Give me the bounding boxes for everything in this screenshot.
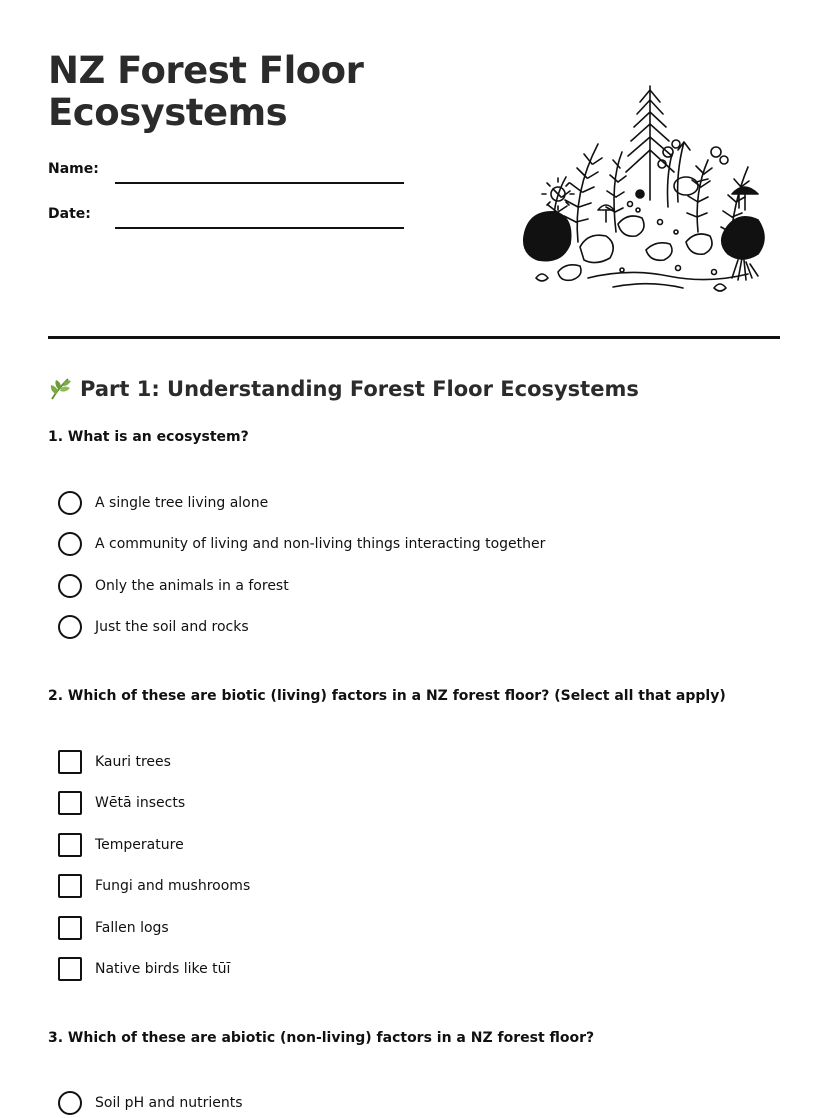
option-label: Native birds like tūī — [95, 961, 231, 977]
date-line[interactable] — [115, 227, 404, 229]
q1-option-3[interactable] — [58, 574, 758, 598]
q1-option-4[interactable] — [58, 615, 758, 639]
option-label: Temperature — [95, 837, 184, 853]
part1-heading — [48, 374, 639, 404]
q2-option-5[interactable] — [58, 916, 758, 940]
q2-option-4[interactable] — [58, 874, 758, 898]
checkbox[interactable] — [58, 791, 82, 815]
section-divider — [48, 336, 780, 339]
q1-option-2[interactable] — [58, 532, 758, 556]
option-label: Soil pH and nutrients — [95, 1095, 243, 1111]
name-line[interactable] — [115, 182, 404, 184]
option-label: Fallen logs — [95, 920, 169, 936]
checkbox[interactable] — [58, 916, 82, 940]
part1-heading-text: Part 1: Understanding Forest Floor Ecosystems — [80, 377, 639, 401]
date-field[interactable] — [48, 205, 404, 235]
q3-option-1[interactable] — [58, 1091, 758, 1115]
option-label: A single tree living alone — [95, 495, 269, 511]
option-label: Only the animals in a forest — [95, 578, 289, 594]
question-2: 2. Which of these are biotic (living) factors in a NZ forest floor? (Select all that apply) — [48, 688, 726, 704]
radio-button[interactable] — [58, 574, 82, 598]
option-label: Wētā insects — [95, 795, 186, 811]
date-label: Date: — [48, 206, 91, 222]
option-label: Kauri trees — [95, 754, 171, 770]
q2-option-2[interactable] — [58, 791, 758, 815]
radio-button[interactable] — [58, 615, 82, 639]
radio-button[interactable] — [58, 1091, 82, 1115]
worksheet-page — [48, 0, 780, 1118]
question-1: 1. What is an ecosystem? — [48, 429, 249, 445]
q2-option-6[interactable] — [58, 957, 758, 981]
worksheet-title: NZ Forest Floor Ecosystems — [48, 49, 364, 134]
checkbox[interactable] — [58, 750, 82, 774]
name-label: Name: — [48, 161, 99, 177]
checkbox[interactable] — [58, 874, 82, 898]
q1-option-1[interactable] — [58, 491, 758, 515]
radio-button[interactable] — [58, 491, 82, 515]
option-label: Fungi and mushrooms — [95, 878, 251, 894]
option-label: Just the soil and rocks — [95, 619, 249, 635]
radio-button[interactable] — [58, 532, 82, 556]
checkbox[interactable] — [58, 833, 82, 857]
name-field[interactable] — [48, 160, 404, 190]
option-label: A community of living and non-living things interacting together — [95, 536, 546, 552]
leaf-icon — [48, 375, 74, 401]
forest-floor-illustration — [518, 82, 768, 296]
question-3: 3. Which of these are abiotic (non-living) factors in a NZ forest floor? — [48, 1030, 595, 1046]
q2-option-1[interactable] — [58, 750, 758, 774]
checkbox[interactable] — [58, 957, 82, 981]
q2-option-3[interactable] — [58, 833, 758, 857]
